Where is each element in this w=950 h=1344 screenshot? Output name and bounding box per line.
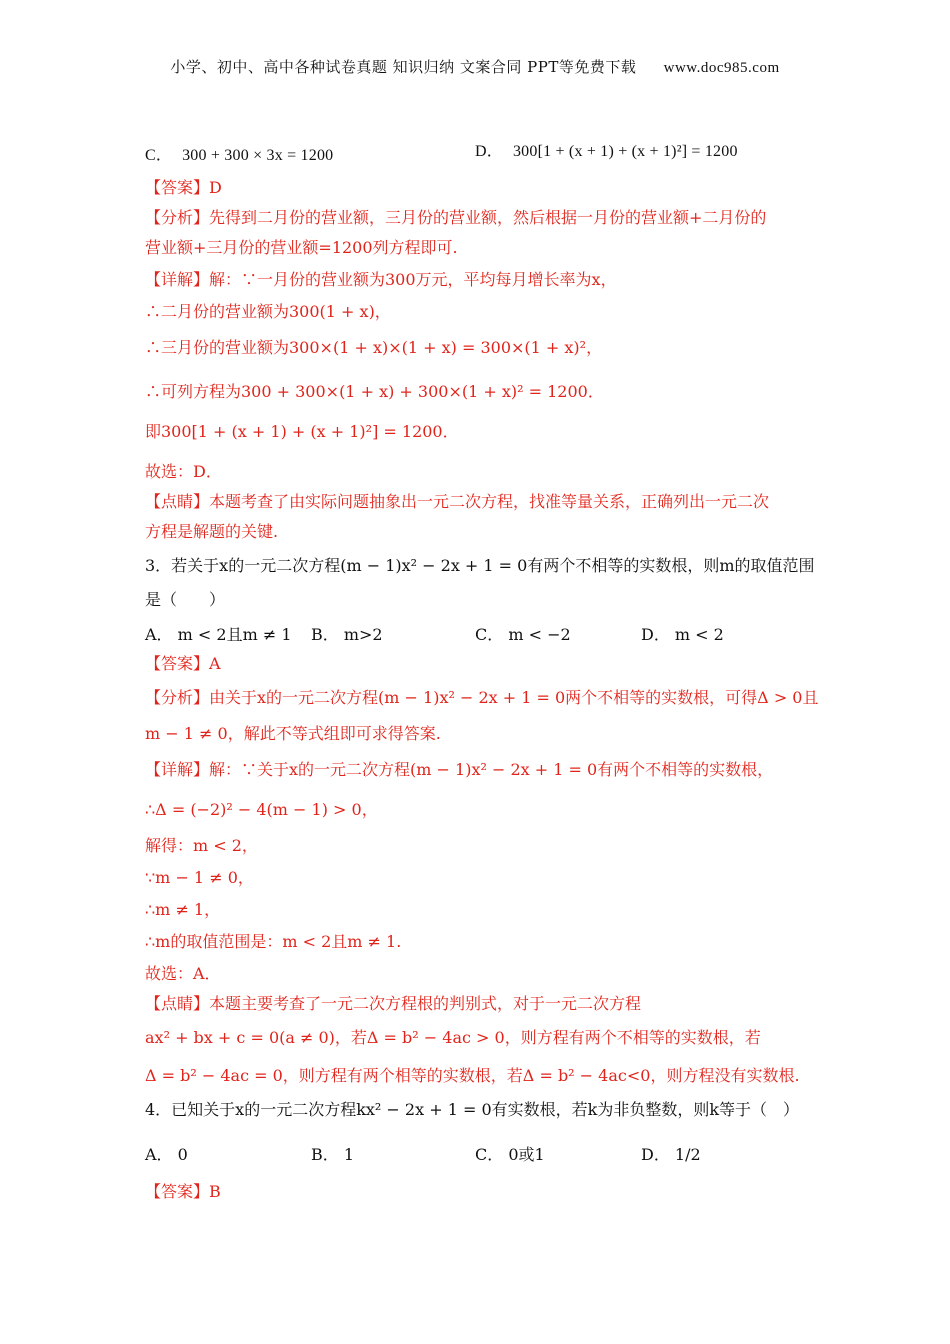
q3-option-c: C． m < −2 — [475, 625, 571, 644]
q4-option-d: D． 1/2 — [641, 1145, 701, 1164]
q2-comment-line2: 方程是解题的关键. — [145, 522, 279, 541]
q2-analysis-line2: 营业额+三月份的营业额=1200列方程即可. — [145, 238, 458, 257]
q4-option-a: A． 0 — [145, 1145, 188, 1164]
q3-detail-line5: ∴m ≠ 1， — [145, 900, 221, 919]
q3-comment-line2: ax² + bx + c = 0(a ≠ 0)，若Δ = b² − 4ac > 0，则方程有两个不相等的实数根，若 — [145, 1028, 761, 1047]
q2-detail-line3: ∴三月份的营业额为300×(1 + x)×(1 + x) = 300×(1 + x)²， — [145, 338, 603, 357]
q2-analysis-line1: 【分析】先得到二月份的营业额，三月份的营业额，然后根据一月份的营业额+二月份的 — [145, 208, 767, 227]
q2-option-c: C． 300 + 300 × 3x = 1200 — [145, 147, 334, 164]
q4-option-b: B． 1 — [311, 1145, 355, 1164]
q2-comment-line1: 【点睛】本题考查了由实际问题抽象出一元二次方程，找准等量关系，正确列出一元二次 — [145, 492, 770, 511]
q2-detail-line4: ∴可列方程为300 + 300×(1 + x) + 300×(1 + x)² = 1200． — [145, 382, 604, 401]
q4-option-c: C． 0或1 — [475, 1145, 545, 1164]
q2-option-d: D． 300[1 + (x + 1) + (x + 1)²] = 1200 — [475, 143, 738, 160]
q2-option-c-text: 300 + 300 × 3x = 1200 — [182, 147, 334, 164]
q3-detail-line6: ∴m的取值范围是：m < 2且m ≠ 1. — [145, 932, 402, 951]
q3-comment-line3: Δ = b² − 4ac = 0，则方程有两个相等的实数根，若Δ = b² − 4ac<0，则方程没有实数根. — [145, 1066, 800, 1085]
q3-answer: 【答案】A — [145, 654, 221, 673]
q2-choice: 故选：D． — [145, 462, 222, 481]
q3-choice: 故选：A． — [145, 964, 221, 983]
q3-comment-line1: 【点睛】本题主要考查了一元二次方程根的判别式，对于一元二次方程 — [145, 994, 642, 1013]
q3-detail-line4: ∵m − 1 ≠ 0， — [145, 868, 254, 887]
q2-option-d-text: 300[1 + (x + 1) + (x + 1)²] = 1200 — [512, 143, 738, 160]
q3-option-a: A． m < 2且m ≠ 1 — [145, 625, 292, 644]
q4-answer: 【答案】B — [145, 1182, 221, 1201]
q2-detail-line1: 【详解】解：∵一月份的营业额为300万元，平均每月增长率为x， — [145, 270, 617, 289]
q2-detail-line2: ∴二月份的营业额为300(1 + x)， — [145, 302, 391, 321]
q3-analysis-line1: 【分析】由关于x的一元二次方程(m − 1)x² − 2x + 1 = 0两个不相等的实数根，可得Δ > 0且 — [145, 688, 819, 707]
header-title: 小学、初中、高中各种试卷真题 知识归纳 文案合同 PPT等免费下载 — [170, 58, 637, 76]
q3-detail-line2: ∴Δ = (−2)² − 4(m − 1) > 0， — [145, 800, 378, 819]
q3-analysis-line2: m − 1 ≠ 0，解此不等式组即可求得答案. — [145, 724, 441, 743]
q3-stem-line2: 是（ ） — [145, 590, 226, 609]
q4-stem: 4．已知关于x的一元二次方程kx² − 2x + 1 = 0有实数根，若k为非负整数，则k等于（ ） — [145, 1100, 800, 1119]
header-url: www.doc985.com — [663, 60, 780, 76]
q3-option-d: D． m < 2 — [641, 625, 724, 644]
q3-detail-line3: 解得：m < 2， — [145, 836, 258, 855]
q2-answer: 【答案】D — [145, 178, 222, 197]
page-header — [0, 56, 950, 77]
q3-detail-line1: 【详解】解：∵关于x的一元二次方程(m − 1)x² − 2x + 1 = 0有两个不相等的实数根， — [145, 760, 774, 779]
q2-detail-line5: 即300[1 + (x + 1) + (x + 1)²] = 1200． — [145, 422, 459, 441]
q3-stem-line1: 3．若关于x的一元二次方程(m − 1)x² − 2x + 1 = 0有两个不相等的实数根，则m的取值范围 — [145, 556, 815, 575]
q3-option-b: B． m>2 — [311, 625, 383, 644]
